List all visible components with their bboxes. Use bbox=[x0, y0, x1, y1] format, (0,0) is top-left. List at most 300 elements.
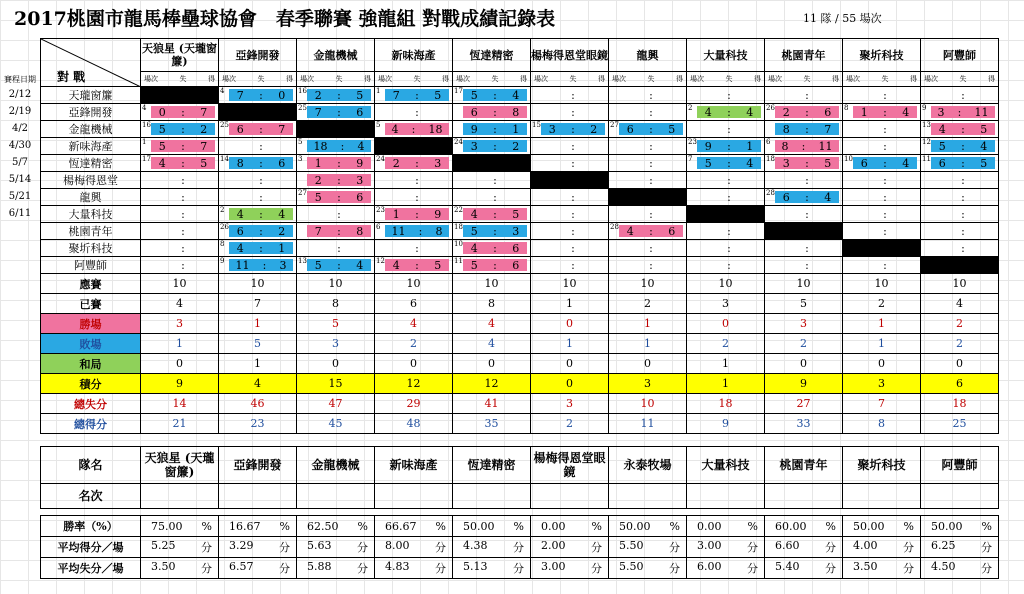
pct-cell bbox=[765, 558, 843, 579]
got-score: 6 bbox=[356, 105, 364, 119]
got-score: 5 bbox=[200, 156, 208, 170]
pct-cell bbox=[531, 558, 609, 579]
stat-value: 1 bbox=[609, 314, 687, 334]
score-box bbox=[385, 225, 449, 237]
pct-cell bbox=[219, 537, 297, 558]
got-score: 4 bbox=[902, 105, 910, 119]
score-box bbox=[229, 140, 293, 152]
pct-cell bbox=[765, 516, 843, 537]
team-name-label: 隊名 bbox=[41, 447, 141, 484]
pct-value: 50.00 bbox=[619, 519, 651, 533]
lost-score: 18 bbox=[313, 139, 328, 153]
score-separator: : bbox=[493, 224, 497, 238]
sub-header bbox=[453, 72, 531, 87]
game-number: 5 bbox=[298, 138, 303, 146]
score-cell bbox=[453, 104, 531, 121]
score-cell bbox=[687, 87, 765, 104]
score-box bbox=[229, 242, 293, 254]
lost-label: 失 bbox=[179, 75, 187, 83]
pct-cell bbox=[609, 516, 687, 537]
score-box bbox=[385, 123, 449, 135]
stat-value: 14 bbox=[141, 394, 219, 414]
game-number: 26 bbox=[766, 104, 775, 112]
game-number: 10 bbox=[844, 155, 853, 163]
score-box bbox=[307, 242, 371, 254]
rank-value bbox=[609, 484, 687, 509]
stat-label: 敗場 bbox=[41, 334, 141, 354]
stat-value: 2 bbox=[843, 294, 921, 314]
score-separator: : bbox=[883, 173, 887, 187]
score-cell bbox=[375, 189, 453, 206]
stat-value: 2 bbox=[921, 314, 999, 334]
score-separator: : bbox=[415, 241, 419, 255]
score-box bbox=[853, 140, 917, 152]
score-separator: : bbox=[340, 139, 345, 153]
got-score: 4 bbox=[980, 139, 988, 153]
score-separator: : bbox=[805, 241, 809, 255]
got-score: 5 bbox=[512, 207, 520, 221]
score-box bbox=[853, 89, 917, 101]
score-cell bbox=[297, 138, 375, 155]
self-match-cell bbox=[687, 206, 765, 223]
score-box bbox=[463, 174, 527, 186]
stat-value: 4 bbox=[219, 374, 297, 394]
stat-value: 0 bbox=[531, 354, 609, 374]
seq-label: 場次 bbox=[846, 75, 860, 83]
lost-score: 6 bbox=[860, 156, 868, 170]
stat-value: 8 bbox=[297, 294, 375, 314]
game-number: 23 bbox=[688, 138, 697, 146]
score-box bbox=[775, 259, 839, 271]
rank-value bbox=[531, 484, 609, 509]
lost-score: 8 bbox=[236, 156, 244, 170]
score-cell bbox=[843, 223, 921, 240]
game-number: 9 bbox=[220, 257, 225, 265]
score-cell bbox=[297, 155, 375, 172]
score-box bbox=[853, 174, 917, 186]
got-score: 6 bbox=[356, 190, 364, 204]
score-cell bbox=[219, 138, 297, 155]
stat-value: 1 bbox=[141, 334, 219, 354]
score-cell bbox=[921, 87, 999, 104]
score-box bbox=[463, 123, 527, 135]
score-separator: : bbox=[493, 190, 497, 204]
score-box bbox=[931, 140, 995, 152]
date-item: 6/11 bbox=[8, 208, 32, 219]
score-separator: : bbox=[571, 156, 575, 170]
date-item: 4/2 bbox=[11, 123, 29, 134]
score-cell bbox=[921, 223, 999, 240]
got-score: 3 bbox=[434, 156, 442, 170]
stat-value: 3 bbox=[765, 314, 843, 334]
score-separator: : bbox=[415, 105, 419, 119]
score-separator: : bbox=[649, 258, 653, 272]
rank-team-name: 阿豐師 bbox=[921, 447, 999, 484]
game-number: 4 bbox=[142, 104, 147, 112]
score-cell bbox=[453, 206, 531, 223]
score-cell bbox=[765, 240, 843, 257]
stat-value: 0 bbox=[609, 354, 687, 374]
game-number: 11 bbox=[922, 155, 931, 163]
game-number: 26 bbox=[220, 223, 229, 231]
got-score: 7 bbox=[824, 122, 832, 136]
sub-header bbox=[375, 72, 453, 87]
score-separator: : bbox=[883, 224, 887, 238]
pct-value: 0.00 bbox=[697, 519, 722, 533]
score-separator: : bbox=[649, 88, 653, 102]
score-separator: : bbox=[337, 156, 341, 170]
lost-label: 失 bbox=[959, 75, 967, 83]
score-separator: : bbox=[571, 224, 575, 238]
lost-label: 失 bbox=[569, 75, 577, 83]
score-box bbox=[229, 174, 293, 186]
game-number: 22 bbox=[454, 206, 463, 214]
self-match-cell bbox=[141, 87, 219, 104]
pct-label: 平均失分／場 bbox=[41, 558, 141, 579]
stat-value: 1 bbox=[843, 334, 921, 354]
score-box bbox=[463, 242, 527, 254]
score-cell bbox=[921, 172, 999, 189]
got-score: 5 bbox=[980, 156, 988, 170]
pct-row bbox=[41, 537, 999, 558]
pct-cell bbox=[843, 516, 921, 537]
rank-team-name: 亞鋒開發 bbox=[219, 447, 297, 484]
game-number: 11 bbox=[454, 257, 463, 265]
score-cell bbox=[141, 223, 219, 240]
score-box bbox=[619, 123, 683, 135]
got-score: 5 bbox=[434, 88, 442, 102]
got-score: 1 bbox=[512, 122, 520, 136]
score-cell bbox=[531, 206, 609, 223]
score-box bbox=[931, 123, 995, 135]
stat-value: 10 bbox=[921, 274, 999, 294]
score-cell bbox=[609, 257, 687, 274]
team-row bbox=[41, 189, 999, 206]
score-box bbox=[151, 259, 215, 271]
stat-value: 2 bbox=[921, 334, 999, 354]
rank-table bbox=[40, 446, 999, 509]
score-separator: : bbox=[727, 241, 731, 255]
score-box bbox=[307, 140, 371, 152]
score-box bbox=[385, 191, 449, 203]
rank-team-name: 永泰牧場 bbox=[609, 447, 687, 484]
score-box bbox=[541, 157, 605, 169]
score-box bbox=[229, 89, 293, 101]
game-number: 23 bbox=[376, 206, 385, 214]
got-label: 得 bbox=[832, 75, 839, 83]
score-box bbox=[385, 208, 449, 220]
score-cell bbox=[219, 223, 297, 240]
stat-value: 33 bbox=[765, 414, 843, 434]
lost-score: 4 bbox=[470, 207, 478, 221]
rank-team-name: 金龍機械 bbox=[297, 447, 375, 484]
row-team-name: 金龍機械 bbox=[41, 121, 141, 138]
score-separator: : bbox=[801, 139, 806, 153]
rank-value bbox=[453, 484, 531, 509]
game-number: 3 bbox=[298, 155, 303, 163]
lost-score: 7 bbox=[236, 88, 244, 102]
score-cell bbox=[531, 189, 609, 206]
got-score: 2 bbox=[200, 122, 208, 136]
pct-value: 4.83 bbox=[385, 560, 410, 573]
lost-score: 6 bbox=[470, 105, 478, 119]
score-separator: : bbox=[805, 190, 809, 204]
lost-score: 8 bbox=[781, 139, 789, 153]
score-box bbox=[463, 140, 527, 152]
pct-value: 5.63 bbox=[307, 539, 332, 552]
got-label: 得 bbox=[754, 75, 761, 83]
team-row bbox=[41, 240, 999, 257]
score-separator: : bbox=[961, 122, 965, 136]
game-number: 12 bbox=[376, 257, 385, 265]
got-score: 4 bbox=[356, 258, 364, 272]
game-number: 16 bbox=[142, 121, 151, 129]
score-separator: : bbox=[727, 139, 731, 153]
score-separator: : bbox=[961, 139, 965, 153]
score-box bbox=[697, 225, 761, 237]
game-number: 13 bbox=[298, 257, 307, 265]
score-cell bbox=[687, 189, 765, 206]
rank-team-name: 天狼星 (天瓏窗簾) bbox=[141, 447, 219, 484]
score-cell bbox=[453, 257, 531, 274]
got-score: 6 bbox=[512, 258, 520, 272]
pct-value: 5.50 bbox=[619, 560, 644, 573]
score-separator: : bbox=[883, 88, 887, 102]
pct-value: 4.38 bbox=[463, 539, 488, 552]
pct-value: 6.00 bbox=[697, 560, 722, 573]
seq-label: 場次 bbox=[534, 75, 548, 83]
score-separator: : bbox=[493, 258, 497, 272]
score-box bbox=[307, 174, 371, 186]
pct-cell bbox=[843, 537, 921, 558]
pct-cell bbox=[297, 537, 375, 558]
game-number: 6 bbox=[766, 138, 771, 146]
score-box bbox=[151, 208, 215, 220]
score-cell bbox=[531, 138, 609, 155]
stat-value: 2 bbox=[765, 334, 843, 354]
pct-cell bbox=[609, 558, 687, 579]
score-cell bbox=[219, 206, 297, 223]
stat-value: 29 bbox=[375, 394, 453, 414]
got-score: 2 bbox=[590, 122, 598, 136]
score-separator: : bbox=[415, 258, 419, 272]
lost-score: 3 bbox=[782, 156, 790, 170]
sub-header bbox=[687, 72, 765, 87]
stat-value: 10 bbox=[687, 274, 765, 294]
team-header: 亞鋒開發 bbox=[219, 39, 297, 72]
pct-cell bbox=[921, 537, 999, 558]
score-cell bbox=[375, 121, 453, 138]
stat-value: 46 bbox=[219, 394, 297, 414]
sub-header bbox=[531, 72, 609, 87]
score-box bbox=[619, 140, 683, 152]
pct-cell bbox=[141, 516, 219, 537]
pct-cell bbox=[921, 516, 999, 537]
score-cell bbox=[297, 87, 375, 104]
score-separator: : bbox=[883, 190, 887, 204]
score-separator: : bbox=[181, 105, 185, 119]
score-separator: : bbox=[181, 173, 185, 187]
row-team-name: 龍興 bbox=[41, 189, 141, 206]
score-box bbox=[619, 208, 683, 220]
pct-unit: % bbox=[513, 519, 524, 533]
lost-score: 7 bbox=[392, 88, 400, 102]
pct-unit: 分 bbox=[513, 562, 524, 575]
pct-cell bbox=[453, 537, 531, 558]
pct-value: 6.25 bbox=[931, 539, 956, 552]
stat-value: 2 bbox=[609, 294, 687, 314]
lost-score: 6 bbox=[236, 224, 244, 238]
stat-row bbox=[41, 334, 999, 354]
stat-value: 6 bbox=[375, 294, 453, 314]
stat-value: 0 bbox=[453, 354, 531, 374]
score-cell bbox=[921, 121, 999, 138]
score-separator: : bbox=[337, 241, 341, 255]
stat-value: 10 bbox=[609, 274, 687, 294]
score-separator: : bbox=[493, 122, 497, 136]
score-box bbox=[385, 242, 449, 254]
game-number: 8 bbox=[220, 240, 225, 248]
score-cell bbox=[687, 172, 765, 189]
score-cell bbox=[453, 172, 531, 189]
self-match-cell bbox=[531, 172, 609, 189]
score-separator: : bbox=[337, 224, 341, 238]
pct-unit: % bbox=[825, 519, 836, 533]
rank-team-name: 恆達精密 bbox=[453, 447, 531, 484]
score-box bbox=[775, 208, 839, 220]
score-separator: : bbox=[805, 88, 809, 102]
got-label: 得 bbox=[208, 75, 215, 83]
score-box bbox=[619, 89, 683, 101]
game-number: 25 bbox=[298, 104, 307, 112]
team-header: 聚圻科技 bbox=[843, 39, 921, 72]
seq-label: 場次 bbox=[924, 75, 938, 83]
stat-row bbox=[41, 354, 999, 374]
lost-score: 6 bbox=[782, 190, 790, 204]
self-match-cell bbox=[843, 240, 921, 257]
score-separator: : bbox=[727, 156, 731, 170]
stat-value: 10 bbox=[765, 274, 843, 294]
score-cell bbox=[297, 240, 375, 257]
game-number: 24 bbox=[376, 155, 385, 163]
score-cell bbox=[531, 87, 609, 104]
score-separator: : bbox=[181, 224, 185, 238]
pct-unit: 分 bbox=[201, 541, 212, 554]
score-separator: : bbox=[571, 139, 575, 153]
stat-value: 0 bbox=[921, 354, 999, 374]
score-box bbox=[697, 89, 761, 101]
pct-unit: 分 bbox=[903, 541, 914, 554]
team-row bbox=[41, 257, 999, 274]
corner-label: 對 戰 bbox=[57, 70, 86, 84]
score-box bbox=[853, 106, 917, 118]
score-box bbox=[229, 225, 293, 237]
game-number: 15 bbox=[532, 121, 541, 129]
score-separator: : bbox=[649, 224, 653, 238]
score-box bbox=[385, 106, 449, 118]
score-box bbox=[697, 191, 761, 203]
score-box bbox=[541, 242, 605, 254]
score-cell bbox=[375, 240, 453, 257]
score-cell bbox=[297, 206, 375, 223]
score-separator: : bbox=[883, 139, 887, 153]
pct-value: 3.50 bbox=[151, 560, 176, 573]
score-box bbox=[229, 157, 293, 169]
seq-label: 場次 bbox=[378, 75, 392, 83]
pct-unit: 分 bbox=[747, 541, 758, 554]
score-separator: : bbox=[337, 88, 341, 102]
game-number: 8 bbox=[844, 104, 849, 112]
pct-unit: 分 bbox=[669, 562, 680, 575]
stat-value: 5 bbox=[297, 314, 375, 334]
rank-value bbox=[921, 484, 999, 509]
score-cell bbox=[765, 206, 843, 223]
stat-value: 10 bbox=[141, 274, 219, 294]
score-separator: : bbox=[415, 173, 419, 187]
sub-header-row bbox=[41, 72, 999, 87]
seq-label: 場次 bbox=[144, 75, 158, 83]
got-label: 得 bbox=[910, 75, 917, 83]
score-cell bbox=[141, 206, 219, 223]
got-label: 得 bbox=[988, 75, 995, 83]
sub-header bbox=[921, 72, 999, 87]
pct-cell bbox=[453, 558, 531, 579]
score-box bbox=[385, 174, 449, 186]
got-score: 4 bbox=[902, 156, 910, 170]
score-box bbox=[541, 225, 605, 237]
score-cell bbox=[375, 155, 453, 172]
stat-value: 4 bbox=[141, 294, 219, 314]
score-separator: : bbox=[649, 173, 653, 187]
team-header: 金龍機械 bbox=[297, 39, 375, 72]
score-separator: : bbox=[259, 207, 263, 221]
pct-cell bbox=[687, 537, 765, 558]
rank-value bbox=[375, 484, 453, 509]
pct-unit: 分 bbox=[357, 541, 368, 554]
pct-cell bbox=[843, 558, 921, 579]
stat-value: 1 bbox=[609, 334, 687, 354]
lost-score: 11 bbox=[391, 224, 406, 238]
score-cell bbox=[609, 155, 687, 172]
score-box bbox=[307, 208, 371, 220]
stat-value: 9 bbox=[765, 374, 843, 394]
lost-score: 5 bbox=[704, 156, 712, 170]
stat-value: 4 bbox=[921, 294, 999, 314]
score-separator: : bbox=[727, 258, 731, 272]
score-cell bbox=[921, 138, 999, 155]
pct-unit: 分 bbox=[513, 541, 524, 554]
team-header: 恆達精密 bbox=[453, 39, 531, 72]
score-cell bbox=[921, 189, 999, 206]
rank-value bbox=[765, 484, 843, 509]
lost-score: 6 bbox=[236, 122, 244, 136]
score-separator: : bbox=[805, 122, 809, 136]
stat-label: 應賽 bbox=[41, 274, 141, 294]
score-cell bbox=[453, 121, 531, 138]
stat-value: 0 bbox=[531, 374, 609, 394]
game-number: 1 bbox=[376, 87, 381, 95]
score-box bbox=[931, 225, 995, 237]
pct-unit: % bbox=[201, 519, 212, 533]
stat-label: 已賽 bbox=[41, 294, 141, 314]
stat-value: 1 bbox=[531, 334, 609, 354]
self-match-cell bbox=[375, 138, 453, 155]
score-cell bbox=[219, 189, 297, 206]
score-cell bbox=[609, 172, 687, 189]
self-match-cell bbox=[609, 189, 687, 206]
lost-label: 失 bbox=[881, 75, 889, 83]
score-separator: : bbox=[493, 88, 497, 102]
